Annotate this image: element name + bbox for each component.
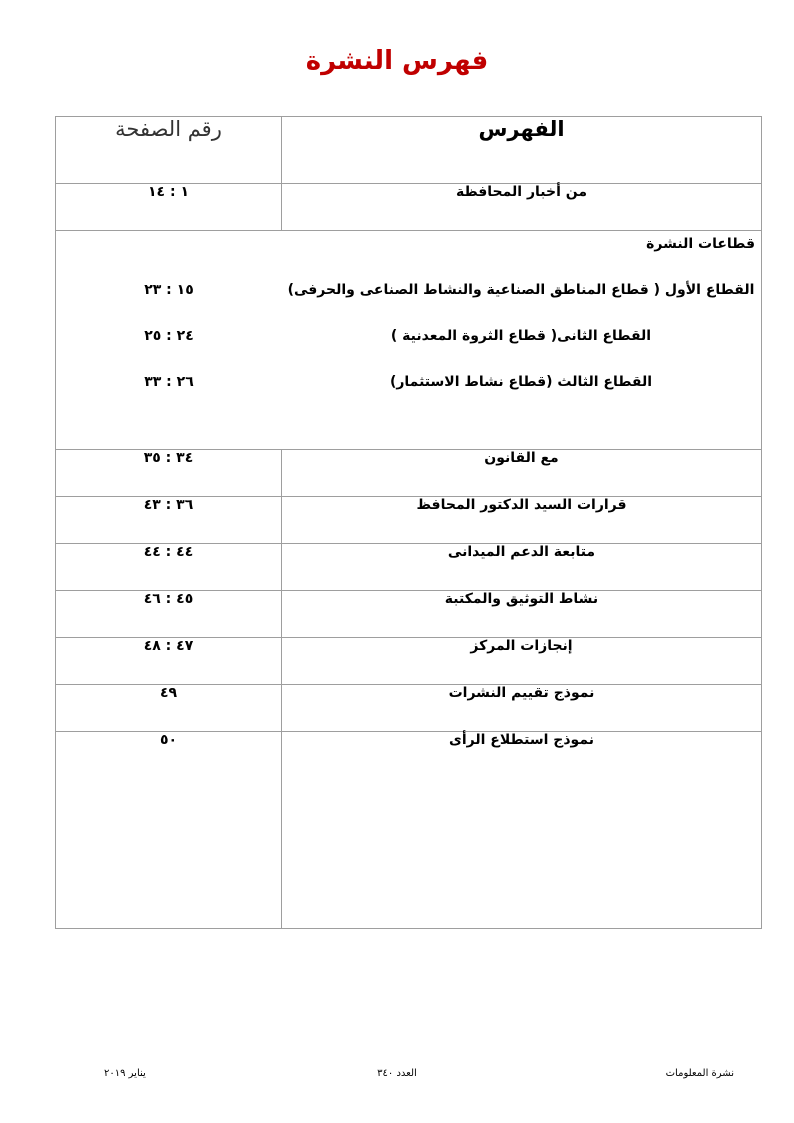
- index-entry: مع القانون: [282, 450, 762, 497]
- sectors-heading: قطاعات النشرة: [646, 236, 755, 252]
- table-row: [56, 497, 762, 544]
- page-range: ١ : ١٤: [56, 184, 282, 231]
- table-row: [56, 184, 762, 231]
- table-row: [56, 450, 762, 497]
- page-title: فهرس النشرة: [305, 46, 489, 76]
- table-row: [56, 591, 762, 638]
- table-row: [56, 685, 762, 732]
- table-row: [56, 544, 762, 591]
- page-number-column-header: رقم الصفحة: [56, 117, 282, 184]
- page-range: ٤٥ : ٤٦: [56, 591, 282, 638]
- footer-date: يناير ٢٠١٩: [104, 1068, 146, 1079]
- page-range: ٣٤ : ٣٥: [56, 450, 282, 497]
- index-entry: نموذج تقييم النشرات: [282, 685, 762, 732]
- table-header-row: [56, 117, 762, 184]
- page-range: ٤٤ : ٤٤: [56, 544, 282, 591]
- sectors-block: [56, 231, 761, 449]
- index-entry: إنجازات المركز: [282, 638, 762, 685]
- sector-entry: القطاع الثانى( قطاع الثروة المعدنية ): [390, 328, 652, 344]
- index-entry: من أخبار المحافظة: [282, 184, 762, 231]
- index-entry: نشاط التوثيق والمكتبة: [282, 591, 762, 638]
- index-entry: متابعة الدعم الميدانى: [282, 544, 762, 591]
- footer-issue: العدد ٣٤٠: [377, 1068, 417, 1079]
- sectors-row: [56, 231, 762, 450]
- page-range: ٣٦ : ٤٣: [56, 497, 282, 544]
- footer-publication: نشرة المعلومات: [665, 1068, 734, 1079]
- sector-page-range: ٢٦ : ٣٣: [144, 374, 194, 390]
- table-row: [56, 732, 762, 929]
- index-column-header: الفهرس: [282, 117, 762, 184]
- page-range: ٥٠: [56, 732, 282, 929]
- sector-entry: القطاع الأول ( قطاع المناطق الصناعية والنشاط الصناعى والحرفى): [287, 282, 755, 298]
- sector-entry: القطاع الثالث (قطاع نشاط الاستثمار): [389, 374, 653, 390]
- index-entry: قرارات السيد الدكتور المحافظ: [282, 497, 762, 544]
- index-entry: نموذج استطلاع الرأى: [282, 732, 762, 929]
- sector-page-range: ١٥ : ٢٣: [144, 282, 194, 298]
- index-table: [55, 116, 762, 929]
- page-range: ٤٩: [56, 685, 282, 732]
- page-range: ٤٧ : ٤٨: [56, 638, 282, 685]
- sector-page-range: ٢٤ : ٢٥: [144, 328, 194, 344]
- table-row: [56, 638, 762, 685]
